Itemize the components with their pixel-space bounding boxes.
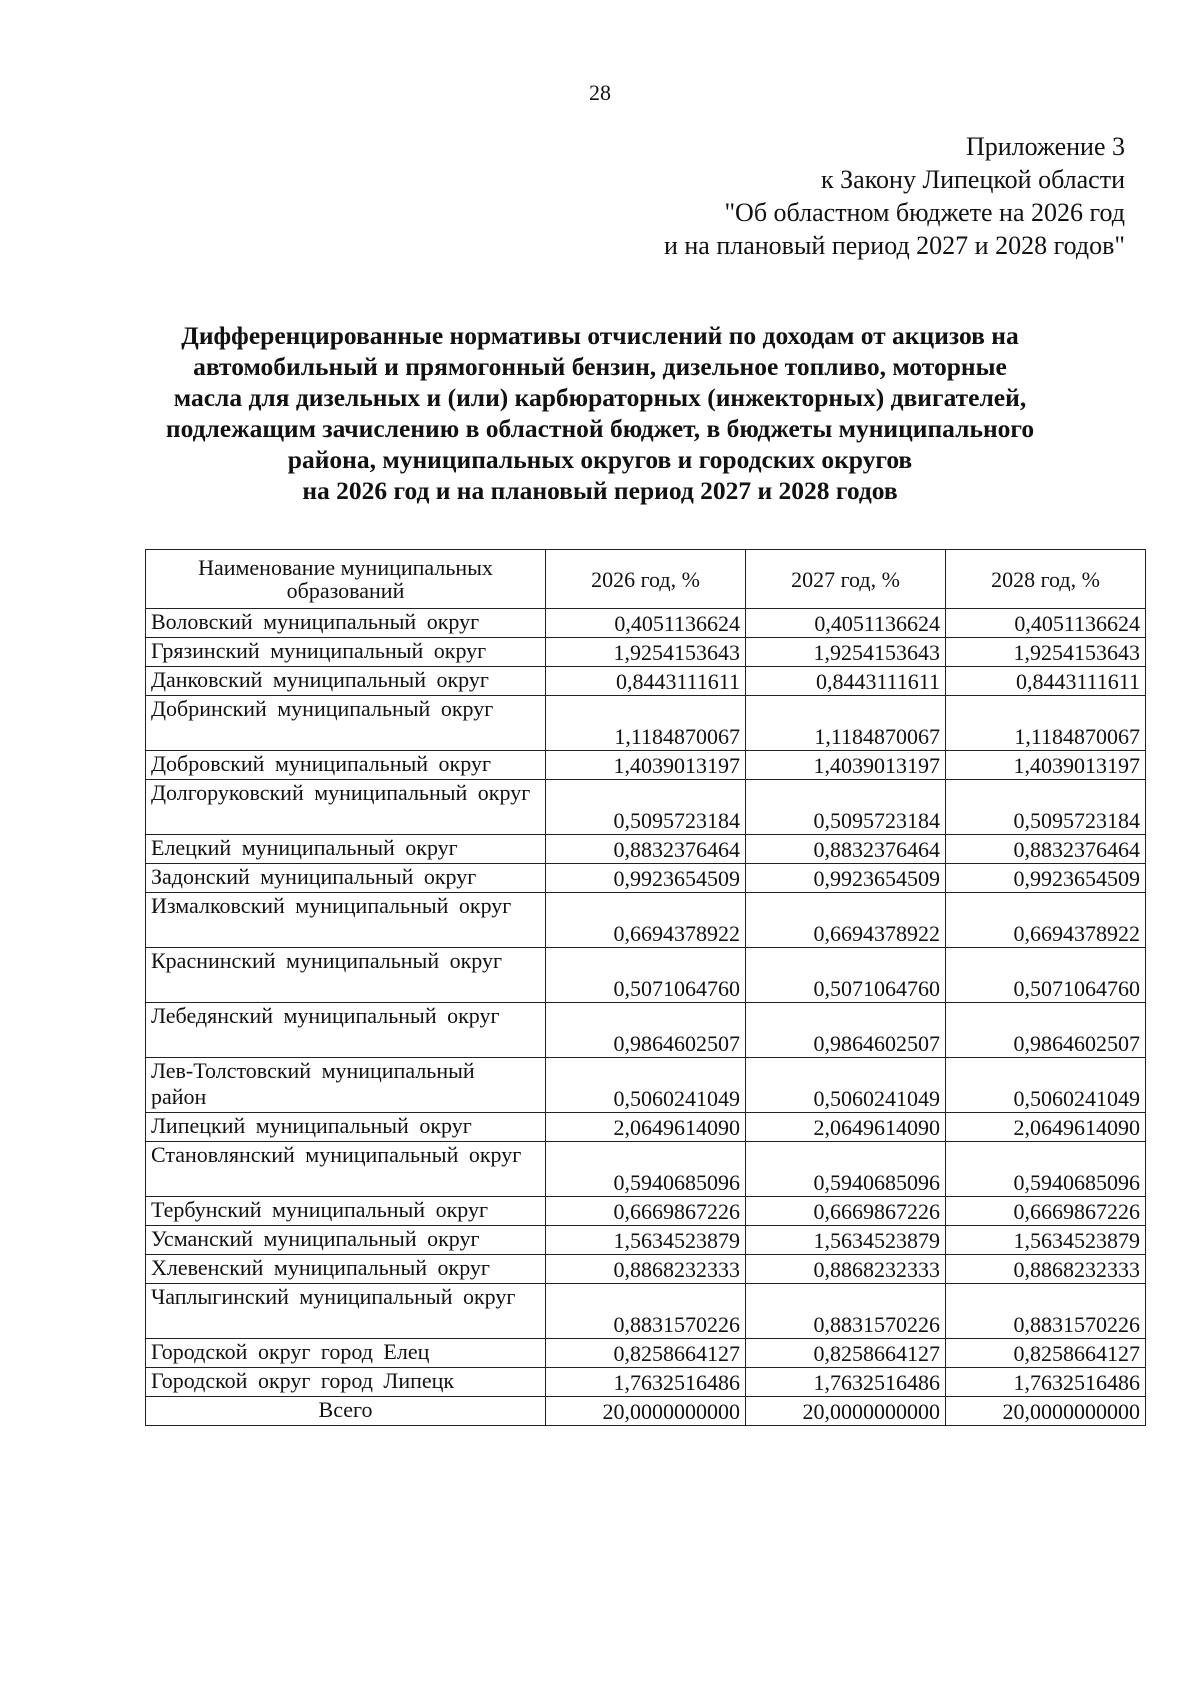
table-row	[146, 751, 1146, 780]
value-2026: 1,4039013197	[546, 751, 746, 780]
value-2028: 0,9864602507	[946, 1003, 1146, 1058]
municipality-name: Данковский муниципальный округ	[146, 667, 546, 696]
municipality-name: Краснинский муниципальный округ	[146, 948, 546, 1003]
table-row	[146, 1142, 1146, 1197]
header-2027: 2027 год, %	[746, 550, 946, 609]
total-2027: 20,0000000000	[746, 1397, 946, 1426]
appendix-block	[664, 130, 1125, 262]
value-2026: 0,9864602507	[546, 1003, 746, 1058]
municipality-name: Городской округ город Елец	[146, 1339, 546, 1368]
header-2026: 2026 год, %	[546, 550, 746, 609]
value-2026: 0,8868232333	[546, 1255, 746, 1284]
value-2028: 0,8443111611	[946, 667, 1146, 696]
value-2028: 0,5940685096	[946, 1142, 1146, 1197]
value-2026: 0,9923654509	[546, 864, 746, 893]
title-line: подлежащим зачислению в областной бюджет, в бюджеты муниципального	[165, 414, 1035, 443]
municipality-name: Усманский муниципальный округ	[146, 1226, 546, 1255]
value-2026: 0,5071064760	[546, 948, 746, 1003]
total-2026: 20,0000000000	[546, 1397, 746, 1426]
value-2028: 0,6669867226	[946, 1197, 1146, 1226]
table-row	[146, 893, 1146, 948]
table-header-row	[146, 550, 1146, 609]
value-2027: 0,8443111611	[746, 667, 946, 696]
municipality-name: Чаплыгинский муниципальный округ	[146, 1284, 546, 1339]
value-2028: 0,5095723184	[946, 780, 1146, 835]
value-2028: 1,5634523879	[946, 1226, 1146, 1255]
title-line: района, муниципальных округов и городских округов	[287, 445, 913, 474]
appendix-line: и на плановый период 2027 и 2028 годов"	[663, 231, 1125, 260]
total-2028: 20,0000000000	[946, 1397, 1146, 1426]
table-row	[146, 780, 1146, 835]
value-2028: 0,4051136624	[946, 609, 1146, 638]
value-2026: 1,5634523879	[546, 1226, 746, 1255]
value-2028: 0,5060241049	[946, 1058, 1146, 1113]
value-2026: 0,6669867226	[546, 1197, 746, 1226]
table-row	[146, 638, 1146, 667]
value-2027: 1,7632516486	[746, 1368, 946, 1397]
title-line: масла для дизельных и (или) карбюраторных (инжекторных) двигателей,	[173, 383, 1027, 412]
table-row	[146, 1284, 1146, 1339]
value-2027: 0,9864602507	[746, 1003, 946, 1058]
table-row	[146, 1255, 1146, 1284]
value-2027: 0,5071064760	[746, 948, 946, 1003]
appendix-line: к Закону Липецкой области	[821, 165, 1125, 194]
value-2026: 1,7632516486	[546, 1368, 746, 1397]
value-2026: 0,5060241049	[546, 1058, 746, 1113]
value-2027: 1,5634523879	[746, 1226, 946, 1255]
value-2028: 0,9923654509	[946, 864, 1146, 893]
value-2027: 1,1184870067	[746, 696, 946, 751]
municipality-name: Воловский муниципальный округ	[146, 609, 546, 638]
value-2028: 1,4039013197	[946, 751, 1146, 780]
table-row	[146, 1197, 1146, 1226]
value-2026: 0,6694378922	[546, 893, 746, 948]
table-row	[146, 1368, 1146, 1397]
municipality-name: Долгоруковский муниципальный округ	[146, 780, 546, 835]
municipality-name: Лев-Толстовский муниципальный район	[146, 1058, 546, 1113]
value-2026: 0,8831570226	[546, 1284, 746, 1339]
municipality-name: Тербунский муниципальный округ	[146, 1197, 546, 1226]
table-row	[146, 948, 1146, 1003]
value-2027: 0,6669867226	[746, 1197, 946, 1226]
value-2026: 1,1184870067	[546, 696, 746, 751]
table-body	[146, 609, 1146, 1426]
value-2026: 0,5940685096	[546, 1142, 746, 1197]
value-2028: 1,1184870067	[946, 696, 1146, 751]
value-2027: 0,5060241049	[746, 1058, 946, 1113]
value-2027: 0,8831570226	[746, 1284, 946, 1339]
value-2026: 2,0649614090	[546, 1113, 746, 1142]
table-row	[146, 1058, 1146, 1113]
value-2028: 1,9254153643	[946, 638, 1146, 667]
value-2027: 0,8832376464	[746, 835, 946, 864]
value-2028: 1,7632516486	[946, 1368, 1146, 1397]
value-2027: 2,0649614090	[746, 1113, 946, 1142]
value-2027: 0,5095723184	[746, 780, 946, 835]
value-2027: 0,4051136624	[746, 609, 946, 638]
municipality-name: Измалковский муниципальный округ	[146, 893, 546, 948]
appendix-line: Приложение 3	[965, 132, 1125, 161]
table-row	[146, 696, 1146, 751]
page-number: 28	[589, 80, 611, 105]
value-2026: 1,9254153643	[546, 638, 746, 667]
title-line: автомобильный и прямогонный бензин, дизельное топливо, моторные	[193, 352, 1007, 381]
value-2028: 0,8832376464	[946, 835, 1146, 864]
value-2027: 0,9923654509	[746, 864, 946, 893]
value-2028: 0,5071064760	[946, 948, 1146, 1003]
municipality-name: Задонский муниципальный округ	[146, 864, 546, 893]
municipality-name: Хлевенский муниципальный округ	[146, 1255, 546, 1284]
table-row	[146, 1113, 1146, 1142]
municipality-name: Лебедянский муниципальный округ	[146, 1003, 546, 1058]
table-row	[146, 1339, 1146, 1368]
value-2026: 0,4051136624	[546, 609, 746, 638]
table-row	[146, 609, 1146, 638]
value-2026: 0,8443111611	[546, 667, 746, 696]
value-2027: 0,8868232333	[746, 1255, 946, 1284]
table-row	[146, 864, 1146, 893]
appendix-line: "Об областном бюджете на 2026 год	[724, 198, 1125, 227]
value-2027: 1,4039013197	[746, 751, 946, 780]
value-2028: 0,8831570226	[946, 1284, 1146, 1339]
table-row	[146, 1003, 1146, 1058]
municipality-name: Липецкий муниципальный округ	[146, 1113, 546, 1142]
value-2026: 0,8832376464	[546, 835, 746, 864]
norms-table	[145, 549, 1146, 1426]
municipality-name: Грязинский муниципальный округ	[146, 638, 546, 667]
header-2028: 2028 год, %	[946, 550, 1146, 609]
table-row	[146, 667, 1146, 696]
value-2027: 0,6694378922	[746, 893, 946, 948]
title-line: Дифференцированные нормативы отчислений по доходам от акцизов на	[181, 321, 1019, 350]
table-row	[146, 835, 1146, 864]
total-row	[146, 1397, 1146, 1426]
value-2028: 0,8258664127	[946, 1339, 1146, 1368]
municipality-name: Городской округ город Липецк	[146, 1368, 546, 1397]
header-municipality: Наименование муниципальных образований	[146, 550, 546, 609]
title-line: на 2026 год и на плановый период 2027 и 2028 годов	[302, 476, 898, 505]
value-2027: 0,5940685096	[746, 1142, 946, 1197]
value-2028: 2,0649614090	[946, 1113, 1146, 1142]
municipality-name: Добринский муниципальный округ	[146, 696, 546, 751]
value-2028: 0,8868232333	[946, 1255, 1146, 1284]
value-2027: 1,9254153643	[746, 638, 946, 667]
document-title	[60, 320, 1140, 506]
value-2028: 0,6694378922	[946, 893, 1146, 948]
municipality-name: Елецкий муниципальный округ	[146, 835, 546, 864]
municipality-name: Становлянский муниципальный округ	[146, 1142, 546, 1197]
value-2027: 0,8258664127	[746, 1339, 946, 1368]
value-2026: 0,8258664127	[546, 1339, 746, 1368]
municipality-name: Добровский муниципальный округ	[146, 751, 546, 780]
total-label: Всего	[146, 1397, 546, 1426]
table-row	[146, 1226, 1146, 1255]
value-2026: 0,5095723184	[546, 780, 746, 835]
